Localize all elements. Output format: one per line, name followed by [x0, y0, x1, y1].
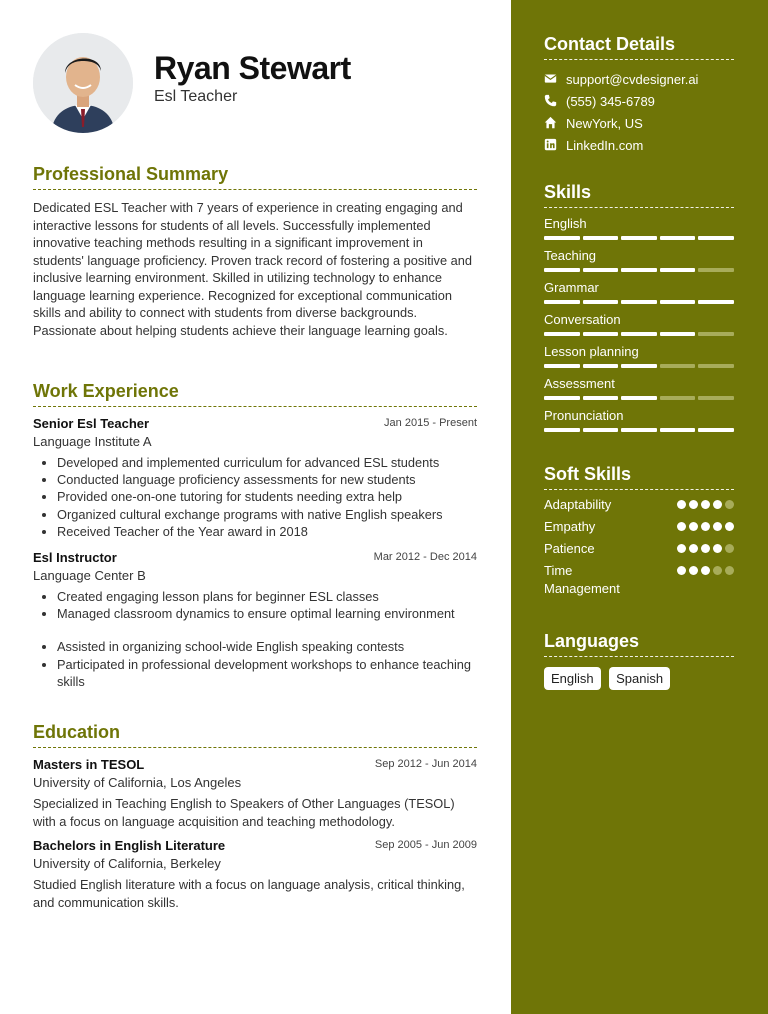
bar-segment [544, 364, 580, 368]
rating-dot [677, 544, 686, 553]
rating-dot [677, 500, 686, 509]
skill-bar [544, 428, 734, 432]
soft-skill-item [544, 540, 734, 558]
skill-bar [544, 300, 734, 304]
skill-item [544, 280, 734, 304]
candidate-name: Ryan Stewart [154, 50, 351, 86]
job-bullet: • Developed and implemented curriculum for advanced ESL students [57, 454, 477, 471]
job-entry [33, 416, 477, 540]
education-section [33, 722, 477, 911]
bar-segment [621, 236, 657, 240]
degree-title: Masters in TESOL [33, 757, 145, 772]
soft-skill-item [544, 562, 734, 598]
bar-segment [698, 332, 734, 336]
education-entry [33, 838, 477, 911]
rating-dot [701, 566, 710, 575]
soft-skill-name: Empathy [544, 519, 596, 534]
job-entry [33, 550, 477, 690]
skill-item [544, 216, 734, 240]
bar-segment [621, 396, 657, 400]
summary-title: Professional Summary [33, 164, 477, 190]
job-bullet: • Provided one-on-one tutoring for students needing extra help [57, 488, 477, 505]
job-bullets [33, 638, 477, 690]
bar-segment [698, 364, 734, 368]
skill-item [544, 376, 734, 400]
phone-text: (555) 345-6789 [566, 93, 655, 109]
rating-dot [725, 566, 734, 575]
skill-bar [544, 332, 734, 336]
bar-segment [583, 396, 619, 400]
skill-item [544, 248, 734, 272]
skill-bar [544, 364, 734, 368]
job-bullet: • Conducted language proficiency assessments for new students [57, 471, 477, 488]
job-bullet: • Assisted in organizing school-wide English speaking contests [57, 638, 477, 655]
bar-segment [621, 332, 657, 336]
education-title: Education [33, 722, 477, 748]
soft-skill-item [544, 518, 734, 536]
job-date: Mar 2012 - Dec 2014 [373, 551, 477, 564]
location-text: NewYork, US [566, 115, 643, 131]
bar-segment [544, 428, 580, 432]
job-company: Language Institute A [33, 434, 152, 449]
skills-list [544, 216, 734, 432]
soft-skills-section [544, 464, 734, 598]
skill-bar [544, 236, 734, 240]
candidate-role: Esl Teacher [154, 88, 238, 105]
bar-segment [621, 300, 657, 304]
bar-segment [698, 396, 734, 400]
bar-segment [621, 268, 657, 272]
rating-dot [713, 566, 722, 575]
job-bullets [33, 588, 477, 622]
contact-email[interactable] [544, 68, 734, 90]
skill-item [544, 408, 734, 432]
skill-name: Assessment [544, 376, 615, 391]
rating-dot [689, 522, 698, 531]
soft-skill-name: Patience [544, 541, 595, 556]
rating-dot [677, 522, 686, 531]
bar-segment [583, 332, 619, 336]
languages-title: Languages [544, 631, 734, 657]
soft-skills-title: Soft Skills [544, 464, 734, 490]
bar-segment [583, 364, 619, 368]
soft-skill-rating [677, 566, 734, 575]
rating-dot [689, 566, 698, 575]
skill-name: Pronunciation [544, 408, 624, 423]
skill-name: Teaching [544, 248, 597, 263]
rating-dot [701, 522, 710, 531]
work-title: Work Experience [33, 381, 477, 407]
bar-segment [544, 268, 580, 272]
bar-segment [660, 300, 696, 304]
contact-phone[interactable] [544, 90, 734, 112]
job-title: Senior Esl Teacher [33, 416, 150, 431]
summary-section [33, 164, 477, 339]
job-bullet: • Received Teacher of the Year award in 2018 [57, 523, 477, 540]
soft-skill-name: Time Management [544, 563, 620, 596]
soft-skill-name: Adaptability [544, 497, 612, 512]
rating-dot [689, 500, 698, 509]
job-bullets [33, 454, 477, 540]
job-bullet: • Managed classroom dynamics to ensure optimal learning environment [57, 605, 477, 622]
education-entry [33, 757, 477, 830]
bar-segment [660, 364, 696, 368]
avatar [33, 33, 133, 133]
soft-skill-rating [677, 500, 734, 509]
rating-dot [701, 544, 710, 553]
skill-name: Lesson planning [544, 344, 639, 359]
bar-segment [660, 332, 696, 336]
rating-dot [725, 522, 734, 531]
bar-segment [660, 236, 696, 240]
phone-icon [544, 94, 558, 108]
bar-segment [583, 428, 619, 432]
bar-segment [621, 428, 657, 432]
email-text: support@cvdesigner.ai [566, 71, 699, 87]
soft-skill-item [544, 496, 734, 514]
language-tag: English [544, 667, 601, 690]
languages-section [544, 631, 734, 690]
soft-skill-rating [677, 544, 734, 553]
bar-segment [660, 396, 696, 400]
bar-segment [660, 428, 696, 432]
skill-bar [544, 268, 734, 272]
skills-title: Skills [544, 182, 734, 208]
bar-segment [660, 268, 696, 272]
bar-segment [698, 300, 734, 304]
job-company: Language Center B [33, 568, 146, 584]
skills-section [544, 182, 734, 432]
bar-segment [698, 428, 734, 432]
summary-text: Dedicated ESL Teacher with 7 years of experience in creating engaging and interactive lessons for students of all levels. Successfully implemented innovative teaching methods resulting in a significant improvement in students' language proficiency. Proven track record of fostering a positive and inclusive learning environment. Skilled in utilizing technology to enhance language learning experience. Recognized for exceptional communication skills and ability to connect with students from diverse backgrounds. Passionate about helping students achieve their language learning goals. [33, 200, 472, 338]
skill-item [544, 344, 734, 368]
school-name: University of California, Los Angeles [33, 775, 242, 790]
bar-segment [544, 396, 580, 400]
profile-photo [33, 33, 133, 133]
linkedin-icon [544, 138, 558, 152]
rating-dot [713, 544, 722, 553]
rating-dot [725, 544, 734, 553]
skill-item [544, 312, 734, 336]
skill-name: Grammar [544, 280, 599, 295]
bar-segment [621, 364, 657, 368]
home-icon [544, 116, 558, 130]
rating-dot [713, 522, 722, 531]
job-bullet: • Organized cultural exchange programs with native English speakers [57, 506, 477, 523]
school-name: University of California, Berkeley [33, 856, 221, 871]
skill-name: Conversation [544, 312, 621, 327]
job-bullet: • Created engaging lesson plans for beginner ESL classes [57, 588, 477, 605]
rating-dot [725, 500, 734, 509]
bar-segment [544, 332, 580, 336]
bar-segment [583, 236, 619, 240]
rating-dot [701, 500, 710, 509]
contact-location [544, 112, 734, 134]
bar-segment [583, 268, 619, 272]
contact-title: Contact Details [544, 34, 734, 60]
contact-linkedin[interactable] [544, 134, 734, 156]
contact-section [544, 34, 734, 156]
linkedin-text: LinkedIn.com [566, 137, 644, 153]
bar-segment [544, 236, 580, 240]
rating-dot [677, 566, 686, 575]
language-tag: Spanish [609, 667, 670, 690]
rating-dot [713, 500, 722, 509]
bar-segment [583, 300, 619, 304]
bar-segment [544, 300, 580, 304]
degree-date: Sep 2005 - Jun 2009 [374, 839, 477, 851]
job-title: Esl Instructor [33, 550, 117, 566]
job-bullet: • Participated in professional development workshops to enhance teaching skills [57, 656, 477, 690]
bar-segment [698, 268, 734, 272]
soft-skill-rating [677, 522, 734, 531]
degree-title: Bachelors in English Literature [33, 838, 226, 853]
degree-description: Specialized in Teaching English to Speakers of Other Languages (TESOL) with a focus on language acquisition and teaching methodology. [33, 796, 455, 829]
skill-bar [544, 396, 734, 400]
degree-description: Studied English literature with a focus on language analysis, critical thinking, and communication skills. [33, 877, 465, 910]
job-date: Jan 2015 - Present [384, 417, 477, 429]
rating-dot [689, 544, 698, 553]
envelope-icon [544, 72, 558, 86]
degree-date: Sep 2012 - Jun 2014 [374, 758, 477, 770]
bar-segment [698, 236, 734, 240]
work-section [33, 381, 477, 690]
skill-name: English [544, 216, 587, 231]
